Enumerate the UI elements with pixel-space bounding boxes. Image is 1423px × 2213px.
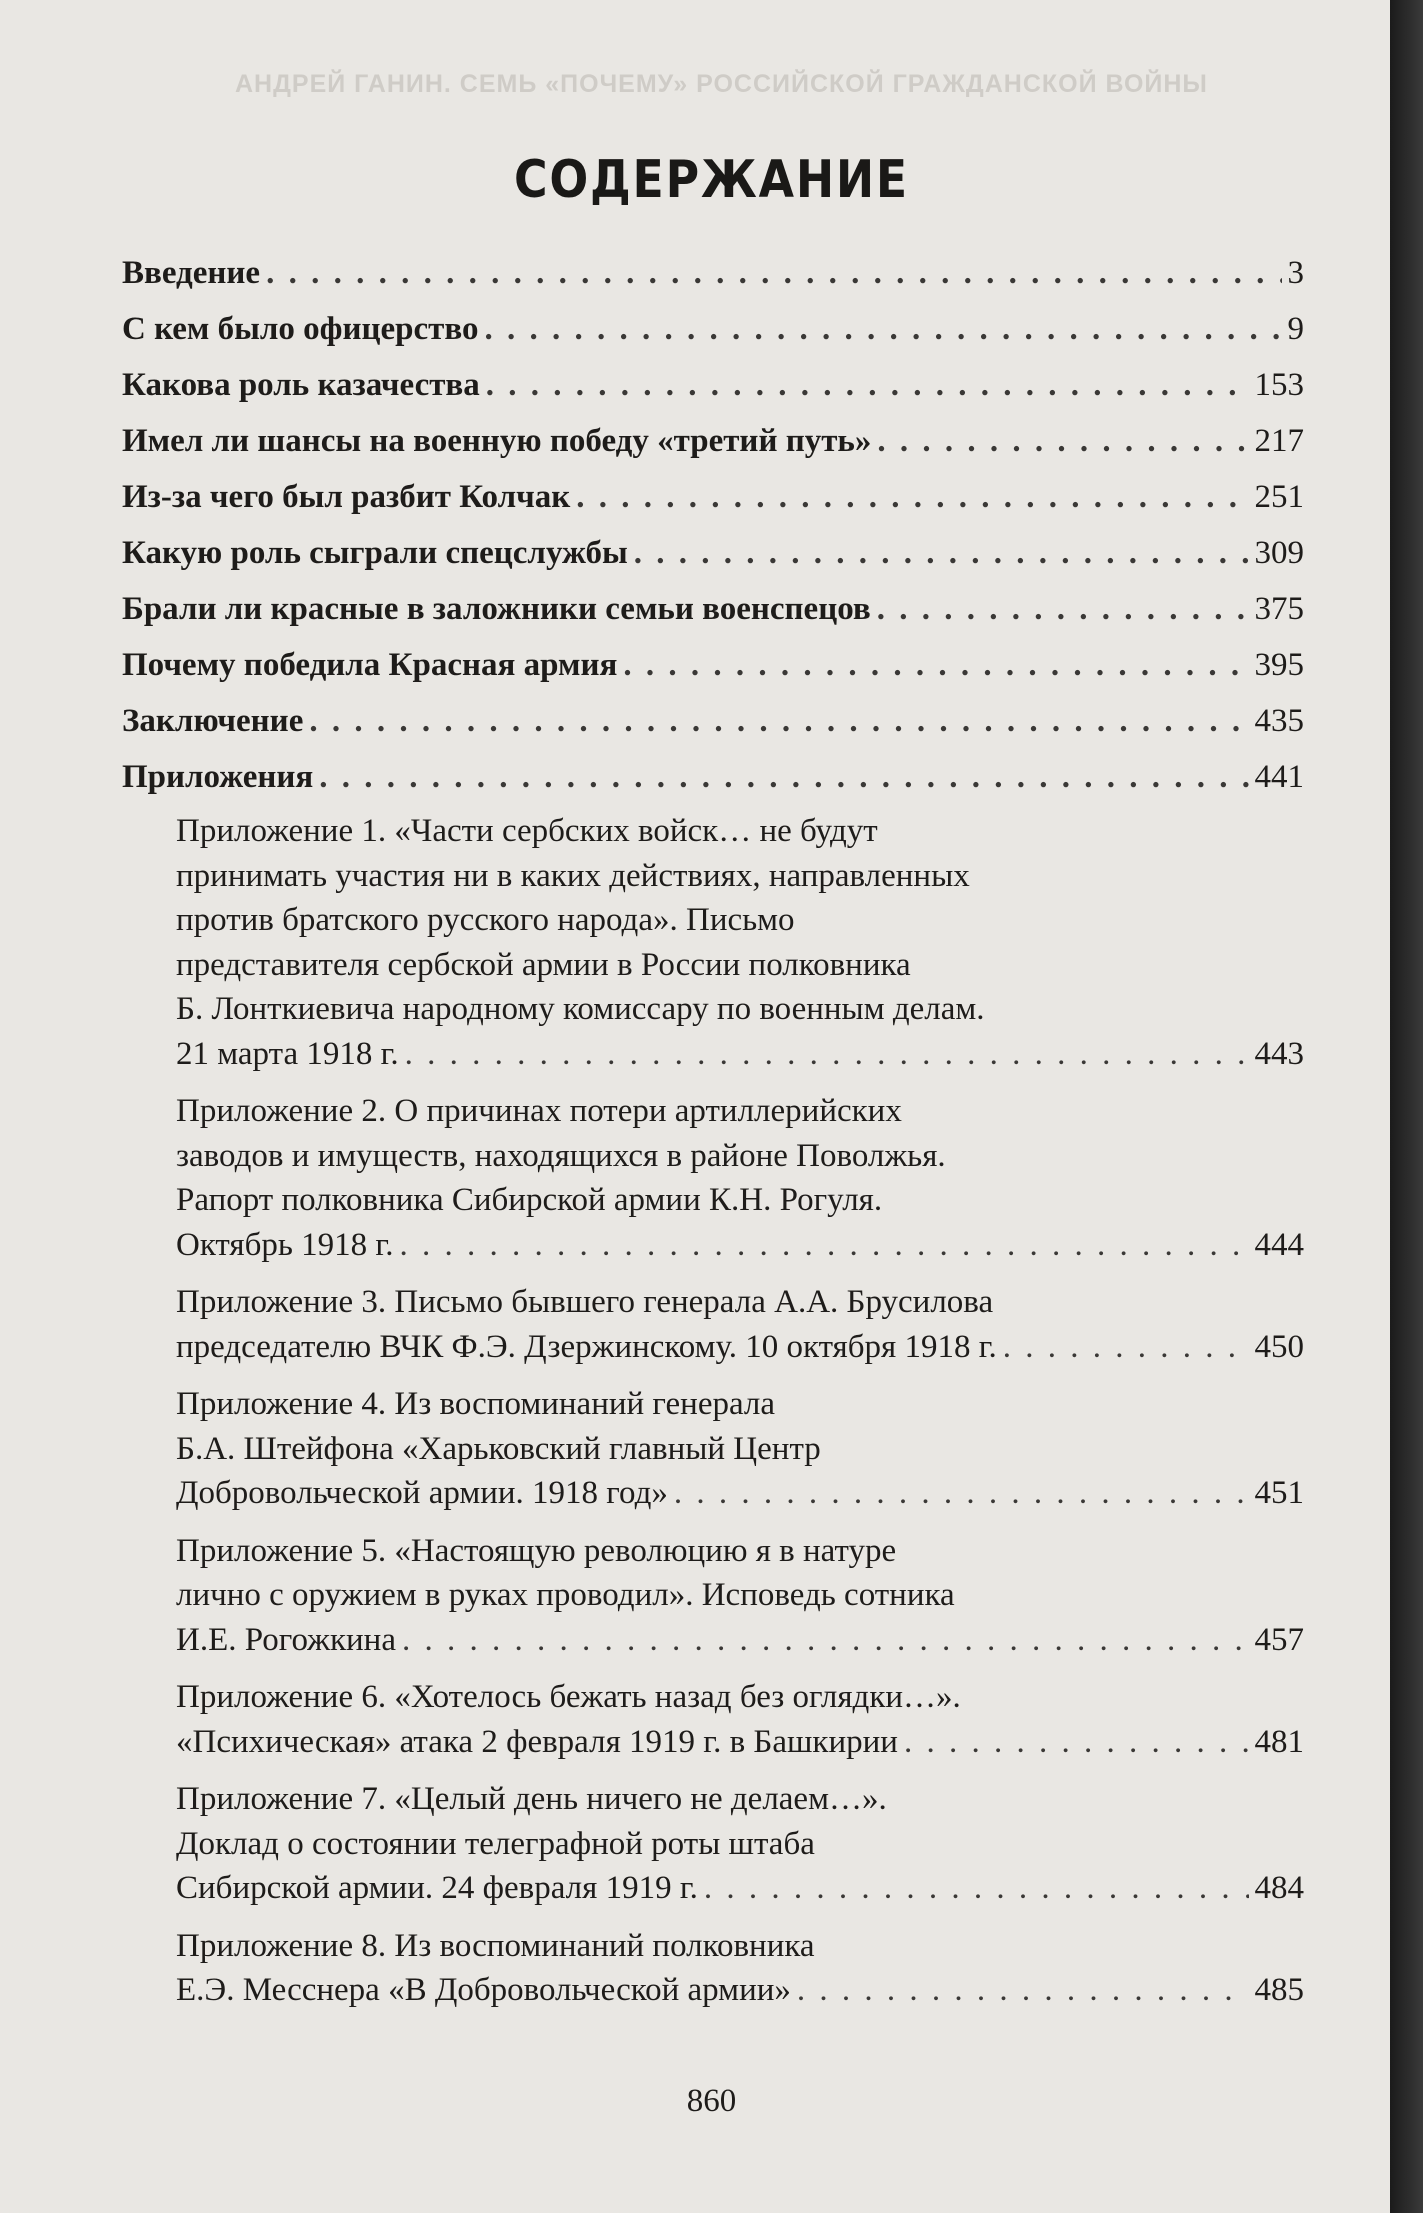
toc-entry <box>122 525 1304 581</box>
toc-entry-label: Из-за чего был разбит Колчак <box>122 479 571 515</box>
leader-dots <box>877 581 1249 637</box>
toc-entry <box>122 245 1304 301</box>
appendix-text-line: представителя сербской армии в России полковника <box>176 946 911 983</box>
toc-entry-page: 217 <box>1254 423 1304 459</box>
appendix-text-line: Б. Лонткиевича народному комиссару по военным делам. <box>176 991 985 1027</box>
appendix-text-line: Приложение 2. О причинах потери артиллерийских <box>176 1093 902 1129</box>
leader-dots <box>402 1618 1249 1663</box>
appendix-text-line: Приложение 5. «Настоящую революцию я в натуре <box>176 1532 897 1569</box>
leader-dots <box>704 1866 1249 1911</box>
appendix-last-line: И.Е. Рогожкина <box>176 1621 396 1658</box>
main-entries <box>122 245 1304 805</box>
toc-entry-label: Брали ли красные в заложники семьи военспецов <box>122 591 871 627</box>
toc-entry-page: 251 <box>1254 479 1304 515</box>
toc-entry-page: 9 <box>1287 311 1304 347</box>
toc-entry-page: 3 <box>1287 255 1304 291</box>
toc-entry-page: 309 <box>1254 535 1304 571</box>
leader-dots <box>266 245 1281 301</box>
leader-dots <box>486 357 1249 413</box>
toc-entry <box>122 413 1304 469</box>
toc-entry-label: Заключение <box>122 703 304 739</box>
toc-entry-label: Почему победила Красная армия <box>122 647 618 683</box>
toc-entry-label: Какова роль казачества <box>122 367 480 403</box>
toc-appendix-entry <box>122 1924 1304 2013</box>
toc-entry <box>122 301 1304 357</box>
toc-entry-label: Имел ли шансы на военную победу «третий путь» <box>122 423 872 459</box>
leader-dots <box>576 469 1248 525</box>
page-number: 860 <box>686 2083 737 2119</box>
toc-entry-page: 441 <box>1254 759 1304 795</box>
table-of-contents <box>122 245 1304 2026</box>
toc-appendix-entry <box>122 1529 1304 1663</box>
toc-entry-page: 481 <box>1254 1723 1304 1760</box>
appendix-entries <box>122 809 1304 2013</box>
toc-entry <box>122 357 1304 413</box>
toc-entry-page: 444 <box>1254 1226 1304 1263</box>
leader-dots <box>877 413 1248 469</box>
toc-entry <box>122 749 1304 805</box>
appendix-last-line: Е.Э. Месснера «В Добровольческой армии» <box>176 1972 791 2008</box>
toc-entry-page: 395 <box>1254 647 1304 683</box>
toc-entry-page: 435 <box>1254 703 1304 739</box>
appendix-last-line: Добровольческой армии. 1918 год» <box>176 1475 668 1511</box>
next-page-edge <box>1390 0 1423 2213</box>
toc-entry-label: Приложения <box>122 759 314 795</box>
toc-entry <box>122 637 1304 693</box>
leader-dots <box>904 1720 1249 1765</box>
appendix-text-line: Рапорт полковника Сибирской армии К.Н. Рогуля. <box>176 1182 883 1218</box>
toc-entry <box>122 581 1304 637</box>
appendix-last-line: Октябрь 1918 г. <box>176 1226 394 1263</box>
appendix-text-line: Приложение 7. «Целый день ничего не делаем…». <box>176 1781 887 1817</box>
appendix-last-line: 21 марта 1918 г. <box>176 1035 399 1072</box>
appendix-last-line: Сибирской армии. 24 февраля 1919 г. <box>176 1870 698 1906</box>
toc-entry-page: 457 <box>1254 1621 1304 1658</box>
toc-appendix-entry <box>122 1675 1304 1764</box>
leader-dots <box>485 301 1282 357</box>
toc-appendix-entry <box>122 1280 1304 1369</box>
toc-entry-page: 484 <box>1254 1870 1304 1906</box>
leader-dots <box>309 693 1248 749</box>
appendix-text-line: против братского русского народа». Письмо <box>176 902 795 938</box>
toc-appendix-entry <box>122 1382 1304 1516</box>
toc-entry <box>122 693 1304 749</box>
toc-entry-label: С кем было офицерство <box>122 311 479 347</box>
toc-entry-label: Введение <box>122 255 261 291</box>
toc-entry-page: 375 <box>1254 591 1304 627</box>
page-title: СОДЕРЖАНИЕ <box>514 150 909 210</box>
appendix-text-line: заводов и имуществ, находящихся в районе Поволжья. <box>176 1137 946 1174</box>
appendix-text-line: Приложение 4. Из воспоминаний генерала <box>176 1386 776 1422</box>
leader-dots <box>634 525 1249 581</box>
toc-appendix-entry <box>122 809 1304 1076</box>
appendix-text-line: Приложение 3. Письмо бывшего генерала А.А. Брусилова <box>176 1284 994 1320</box>
toc-entry-page: 451 <box>1254 1475 1304 1511</box>
leader-dots <box>623 637 1248 693</box>
appendix-text-line: принимать участия ни в каких действиях, направленных <box>176 857 970 894</box>
toc-appendix-entry <box>122 1089 1304 1267</box>
leader-dots <box>797 1968 1249 2013</box>
appendix-text-line: Приложение 8. Из воспоминаний полковника <box>176 1927 815 1964</box>
toc-entry-page: 443 <box>1254 1035 1304 1072</box>
appendix-last-line: «Психическая» атака 2 февраля 1919 г. в Башкирии <box>176 1723 898 1760</box>
leader-dots <box>405 1032 1249 1077</box>
toc-appendix-entry <box>122 1777 1304 1911</box>
toc-entry-page: 450 <box>1254 1328 1304 1365</box>
appendix-text-line: Б.А. Штейфона «Харьковский главный Центр <box>176 1430 821 1467</box>
appendix-text-line: Доклад о состоянии телеграфной роты штаба <box>176 1825 815 1862</box>
leader-dots <box>400 1223 1249 1268</box>
toc-entry-page: 485 <box>1254 1972 1304 2008</box>
appendix-text-line: Приложение 6. «Хотелось бежать назад без оглядки…». <box>176 1679 961 1715</box>
leader-dots <box>674 1471 1249 1516</box>
appendix-text-line: Приложение 1. «Части сербских войск… не будут <box>176 813 878 849</box>
appendix-text-line: лично с оружием в руках проводил». Исповедь сотника <box>176 1577 955 1613</box>
leader-dots <box>319 749 1248 805</box>
toc-entry <box>122 469 1304 525</box>
appendix-last-line: председателю ВЧК Ф.Э. Дзержинскому. 10 октября 1918 г. <box>176 1328 997 1365</box>
running-header-bleedthrough: АНДРЕЙ ГАНИН. СЕМЬ «ПОЧЕМУ» РОССИЙСКОЙ ГРАЖДАНСКОЙ ВОЙНЫ <box>235 70 1208 98</box>
toc-entry-label: Какую роль сыграли спецслужбы <box>122 535 628 571</box>
leader-dots <box>1003 1325 1249 1370</box>
toc-entry-page: 153 <box>1254 367 1304 403</box>
